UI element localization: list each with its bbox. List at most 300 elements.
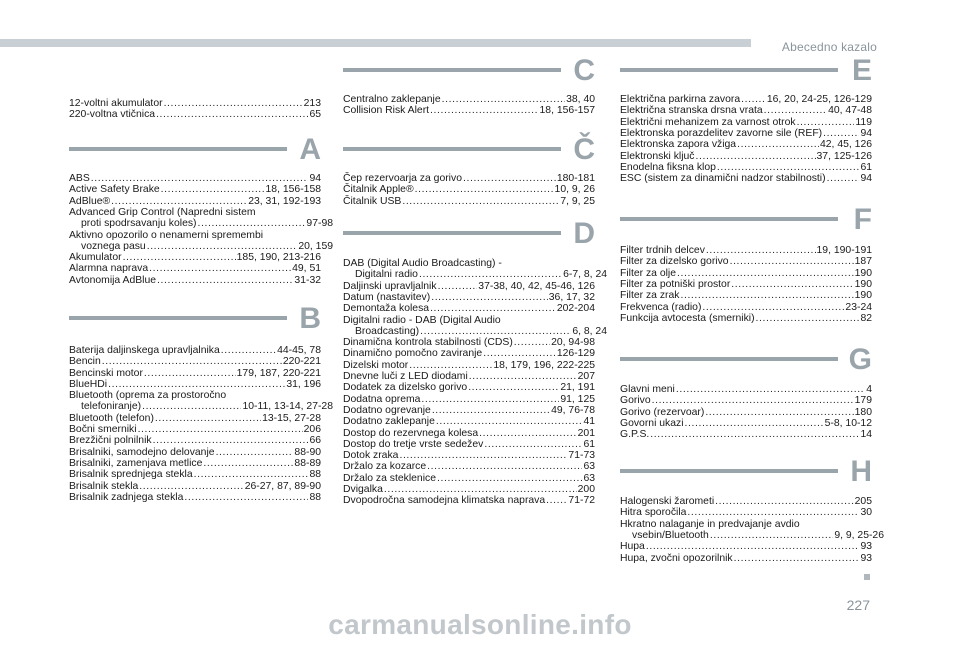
index-entry [343,348,595,359]
entry-name: Hupa [620,541,645,553]
leader-dots [402,196,559,207]
index-entry [343,450,595,461]
leader-dots [437,473,582,484]
index-entry [343,394,595,405]
entry-name: G.P.S. [620,429,650,441]
leader-dots [741,94,766,105]
index-entry [343,292,595,303]
entry-pages: 190 [854,290,872,302]
index-entry [69,469,321,480]
leader-dots [469,371,577,382]
index-entry [620,128,872,139]
entry-pages: 93 [860,552,872,564]
entry-name: Enodelna fiksna klop [620,161,716,173]
leader-dots [415,184,554,195]
entry-title-line: Bluetooth (oprema za prostoročno [69,390,227,402]
index-entry [69,206,333,229]
index-entry [69,263,321,274]
index-entry [69,98,321,109]
index-entry [343,495,595,506]
entry-pages: 5-8, 10-12 [824,417,872,429]
entry-pages: 36, 17, 32 [548,291,595,303]
entry-name: Brisalnik stekla [69,480,139,492]
heading-rule [343,68,561,72]
leader-dots [108,379,285,390]
leader-dots [421,394,559,405]
entry-pages: 31-32 [294,274,321,286]
entry-pages: 206 [303,424,321,436]
entry-pages: 13-15, 27-28 [262,412,321,424]
entry-name: Bencin [69,356,101,368]
entry-name: Frekvenca (radio) [620,301,702,313]
entry-name: Filter trdnih delcev [620,245,705,256]
index-entry [620,395,872,406]
leader-dots [483,348,556,359]
entry-pages: 23-24 [845,301,872,313]
entry-pages: 61 [583,438,595,450]
entry-name: Brisalniki, samodejno delovanje [69,446,215,458]
entry-pages: 190 [854,278,872,290]
entry-pages: 91, 125 [560,393,595,405]
index-entry [620,507,872,518]
entry-name: Dodatek za dizelsko gorivo [343,382,468,394]
entry-name: Dodatno zaklepanje [343,416,435,428]
entry-pages: 20, 94-98 [551,337,595,349]
index-entry [343,173,595,184]
leader-dots [696,151,816,162]
leader-dots [149,263,291,274]
leader-dots [710,530,833,541]
entry-title-line: Digitalni radio - DAB (Digital Audio [343,314,501,326]
entry-pages: 7, 9, 25 [560,195,595,207]
heading-rule [620,68,838,72]
entry-name: Elektronska zapora vžiga [620,139,737,151]
index-entry [69,458,321,469]
index-entry [620,139,872,150]
entry-pages: 42, 45, 126 [820,139,872,151]
entry-name: Govorni ukazi [620,417,684,429]
entry-name: Dotok zraka [343,450,399,462]
index-entry [343,314,607,337]
entry-pages: 180-181 [556,173,595,184]
index-entry [343,473,595,484]
index-entry [69,356,321,367]
index-entry [69,390,333,413]
entry-name: Active Safety Brake [69,184,160,196]
entry-pages: 18, 179, 196, 222-225 [493,359,595,371]
index-entry [620,418,872,429]
entry-name: Filter za potniški prostor [620,278,731,290]
index-entry [69,109,321,120]
entry-name: Digitalni radio [355,269,418,280]
entry-pages: 38, 40 [566,94,595,105]
entry-name: Dinamično pomočno zaviranje [343,348,483,360]
heading-letter: B [299,302,321,335]
entry-pages: 10, 9, 26 [554,184,595,196]
entry-pages: 37, 125-126 [816,150,872,162]
index-entry [343,382,595,393]
heading-rule [69,147,287,151]
index-entry [620,407,872,418]
entry-name: Akumulator [69,252,122,264]
entry-pages: 200 [577,484,595,495]
entry-name: proti spodrsavanju koles) [81,217,197,229]
entry-pages: 201 [577,427,595,439]
entry-pages: 179 [854,395,872,407]
heading-rule [620,217,838,221]
heading-letter: F [853,203,872,236]
index-entry [343,371,595,382]
leader-dots [194,469,309,480]
entry-pages: 18, 156-157 [539,105,595,117]
leader-dots [756,313,860,324]
index-entry [620,541,872,552]
index-entry [69,492,321,503]
leader-dots [436,416,583,427]
entry-name: Hitra sporočila [620,507,687,519]
header-bar [0,39,751,47]
entry-pages: 88-89 [294,458,321,469]
leader-dots [142,401,241,412]
leader-dots [155,413,261,424]
leader-dots [737,139,819,150]
leader-dots [717,162,860,173]
entry-name: AdBlue® [69,195,111,207]
entry-name: Broadcasting) [355,325,420,337]
leader-dots [431,292,548,303]
index-entry [620,173,872,184]
entry-name: Centralno zaklepanje [343,94,441,105]
leader-dots [676,384,865,395]
entry-name: Dostop do tretje vrste sedežev [343,438,484,450]
leader-dots [102,356,282,367]
entry-name: Dnevne luči z LED diodami [343,371,468,382]
leader-dots [652,395,854,406]
leader-dots [730,256,854,267]
index-entry [343,258,607,280]
index-entry [620,290,872,301]
entry-title-line: Hkratno nalaganje in predvajanje avdio [620,518,800,530]
leader-dots [706,245,816,256]
entry-pages: 119 [855,116,872,128]
entry-name: Brisalnik sprednjega stekla [69,469,193,481]
leader-dots [646,541,860,552]
entry-pages: 30 [860,507,872,519]
entry-pages: 6-7, 8, 24 [563,269,607,280]
entry-pages: 63 [583,472,595,484]
entry-pages: 207 [577,371,595,382]
entry-name: 12-voltni akumulator [69,98,163,109]
entry-name: Elektronska porazdelitev zavorne sile (REF) [620,127,823,139]
leader-dots [715,496,854,507]
entry-name: Dvigalka [343,484,383,495]
entry-pages: 97-98 [306,217,333,229]
entry-pages: 9, 9, 25-26 [834,529,884,541]
index-entry [69,368,321,379]
entry-pages: 94 [860,173,872,185]
entry-name: Čitalnik USB [343,195,402,207]
entry-name: Bluetooth (telefon) [69,412,154,424]
entry-name: Funkcija avtocesta (smerniki) [620,312,755,324]
entry-pages: 65 [309,109,321,121]
index-entry [620,279,872,290]
leader-dots [111,196,247,207]
heading-rule [620,469,838,473]
leader-dots [419,269,562,280]
entry-name: Dvopodročna samodejna klimatska naprava [343,495,546,507]
entry-pages: 16, 20, 24-25, 126-129 [766,94,872,105]
heading-rule [343,231,561,235]
index-entry [620,313,872,324]
entry-name: Demontaža kolesa [343,303,430,315]
entry-name: vsebin/Bluetooth [632,529,709,541]
leader-dots [203,458,293,469]
heading-letter: D [573,217,595,250]
entry-pages: 94 [309,173,321,184]
index-entry [620,429,872,440]
index-entry [620,268,872,279]
entry-pages: 61 [860,161,872,173]
entry-name: Brezžični polnilnik [69,435,152,447]
entry-name: Čitalnik Apple® [343,184,414,196]
entry-name: Brisalnik zadnjega stekla [69,491,184,503]
leader-dots [687,507,859,518]
index-entry [69,435,321,446]
leader-dots [420,326,571,337]
leader-dots [484,439,582,450]
leader-dots [680,290,853,301]
entry-title-line: Aktivno opozorilo o nenamerni spremembi [69,229,264,241]
leader-dots [123,252,236,263]
index-entry [620,162,872,173]
entry-pages: 202-204 [556,303,595,315]
entry-pages: 180 [854,406,872,418]
entry-name: Dodatno ogrevanje [343,404,431,416]
entry-pages: 40, 47-48 [828,105,872,117]
entry-pages: 31, 196 [286,378,321,390]
entry-name: Avtonomija AdBlue [69,274,157,286]
entry-name: ABS [69,173,90,184]
entry-name: Daljinski upravljalnik [343,280,437,292]
leader-dots [650,429,859,440]
leader-dots [432,405,550,416]
entry-name: telefoniranje) [81,401,142,413]
leader-dots [677,268,854,279]
page-number: 227 [846,597,870,613]
entry-pages: 94 [860,127,872,139]
index-entry [620,518,884,541]
heading-letter: Č [573,133,595,166]
heading-letter: H [850,455,872,488]
index-entry [620,151,872,162]
entry-pages: 49, 76-78 [551,404,595,416]
index-entry [620,105,872,116]
entry-name: Električni mehanizem za varnost otrok [620,116,796,128]
entry-pages: 205 [854,496,872,507]
entry-pages: 10-11, 13-14, 27-28 [242,401,333,413]
entry-name: Gorivo (rezervoar) [620,406,705,418]
entry-pages: 41 [583,416,595,428]
entry-title-line: DAB (Digital Audio Broadcasting) - [343,258,502,269]
entry-name: Halogenski žarometi [620,496,715,507]
entry-pages: 88 [309,469,321,481]
leader-dots [164,98,303,109]
entry-name: Filter za olje [620,267,677,279]
entry-pages: 71-72 [568,495,595,507]
entry-pages: 179, 187, 220-221 [236,367,321,379]
entry-name: voznega pasu [81,240,146,252]
index-entry [69,275,321,286]
leader-dots [797,117,855,128]
entry-name: Glavni meni [620,384,675,395]
entry-name: Dinamična kontrola stabilnosti (CDS) [343,337,513,349]
entry-name: ESC (sistem za dinamični nadzor stabilnosti) [620,173,826,185]
index-entry [620,302,872,313]
leader-dots [468,382,559,393]
watermark: carmanualsonline.info [328,609,632,640]
entry-name: 220-voltna vtičnica [69,109,156,121]
leader-dots [139,481,243,492]
entry-name: Dizelski motor [343,359,409,371]
entry-title-line: Advanced Grip Control (Napredni sistem [69,206,256,218]
entry-name: Čep rezervoarja za gorivo [343,173,462,184]
entry-pages: 44-45, 78 [277,345,321,356]
entry-pages: 190 [854,267,872,279]
entry-name: Gorivo [620,395,651,407]
entry-name: Hupa, zvočni opozorilnik [620,552,733,564]
heading-letter: G [848,343,872,376]
index-entry [343,416,595,427]
leader-dots [430,105,538,116]
leader-dots [157,275,293,286]
index-entry [69,447,321,458]
entry-name: Filter za zrak [620,290,680,302]
entry-pages: 26-27, 87, 89-90 [244,480,321,492]
index-entry [343,484,595,495]
leader-dots [138,424,303,435]
entry-name: Dostop do rezervnega kolesa [343,427,479,439]
leader-dots [463,173,556,184]
leader-dots [685,418,824,429]
entry-pages: 187 [854,256,872,268]
entry-name: Collision Risk Alert [343,105,430,117]
entry-pages: 37-38, 40, 42, 45-46, 126 [478,280,595,292]
heading-letter: C [573,54,595,87]
heading-rule [343,147,561,151]
index-entry [343,337,595,348]
entry-pages: 18, 156-158 [265,184,321,196]
entry-pages: 20, 159 [298,240,333,252]
entry-pages: 71-73 [568,450,595,462]
index-entry [343,461,595,472]
leader-dots [427,461,582,472]
section-title: Abecedno kazalo [781,40,877,54]
leader-dots [546,495,567,506]
entry-name: Alarmna naprava [69,263,149,275]
index-entry [343,439,595,450]
entry-pages: 126-129 [556,348,595,360]
entry-name: Držalo za kozarce [343,461,427,473]
index-entry [620,256,872,267]
index-entry [343,196,595,207]
entry-pages: 19, 190-191 [816,245,872,256]
index-entry [343,428,595,439]
index-entry [69,379,321,390]
index-entry [69,345,321,356]
heading-letter: E [851,54,872,87]
leader-dots [827,173,860,184]
entry-name: BlueHDi [69,378,108,390]
entry-name: Električna parkirna zavora [620,94,741,105]
index-entry [343,105,595,116]
entry-pages: 185, 190, 213-216 [236,252,321,264]
leader-dots [442,94,565,105]
entry-pages: 4 [866,384,872,395]
index-entry [69,481,321,492]
leader-dots [705,407,853,418]
entry-pages: 93 [860,541,872,553]
leader-dots [731,279,853,290]
leader-dots [384,484,577,495]
entry-pages: 63 [583,461,595,473]
index-entry [69,413,321,424]
entry-name: Bencinski motor [69,367,143,379]
entry-pages: 82 [860,312,872,324]
entry-name: Bočni smerniki [69,424,137,436]
leader-dots [144,368,236,379]
leader-dots [514,337,550,348]
heading-rule [620,357,838,361]
index-entry [620,94,872,105]
leader-dots [156,109,308,120]
entry-name: Električna stranska drsna vrata [620,105,763,117]
leader-dots [409,360,492,371]
entry-name: Datum (nastavitev) [343,291,431,303]
index-entry [343,405,595,416]
leader-dots [823,128,859,139]
entry-pages: 49, 51 [292,263,321,275]
index-entry [69,252,321,263]
index-entry [69,424,321,435]
leader-dots [147,241,298,252]
entry-pages: 88 [309,491,321,503]
leader-dots [479,428,576,439]
leader-dots [399,450,567,461]
index-entry [620,496,872,507]
index-entry [69,184,321,195]
index-entry [69,173,321,184]
leader-dots [184,492,308,503]
index-entry [343,281,595,292]
index-entry [620,553,872,564]
leader-dots [153,435,309,446]
leader-dots [221,345,276,356]
entry-name: Elektronski ključ [620,150,695,162]
entry-name: Dodatna oprema [343,393,421,405]
index-entry [69,229,333,252]
entry-name: Baterija daljinskega upravljalnika [69,345,220,356]
entry-pages: 6, 8, 24 [572,325,607,337]
leader-dots [702,302,844,313]
entry-pages: 14 [860,429,872,441]
entry-pages: 88-90 [294,446,321,458]
index-entry [343,94,595,105]
entry-name: Držalo za steklenice [343,472,436,484]
heading-rule [69,316,287,320]
heading-letter: A [299,133,321,166]
leader-dots [161,184,265,195]
entry-pages: 66 [309,435,321,447]
